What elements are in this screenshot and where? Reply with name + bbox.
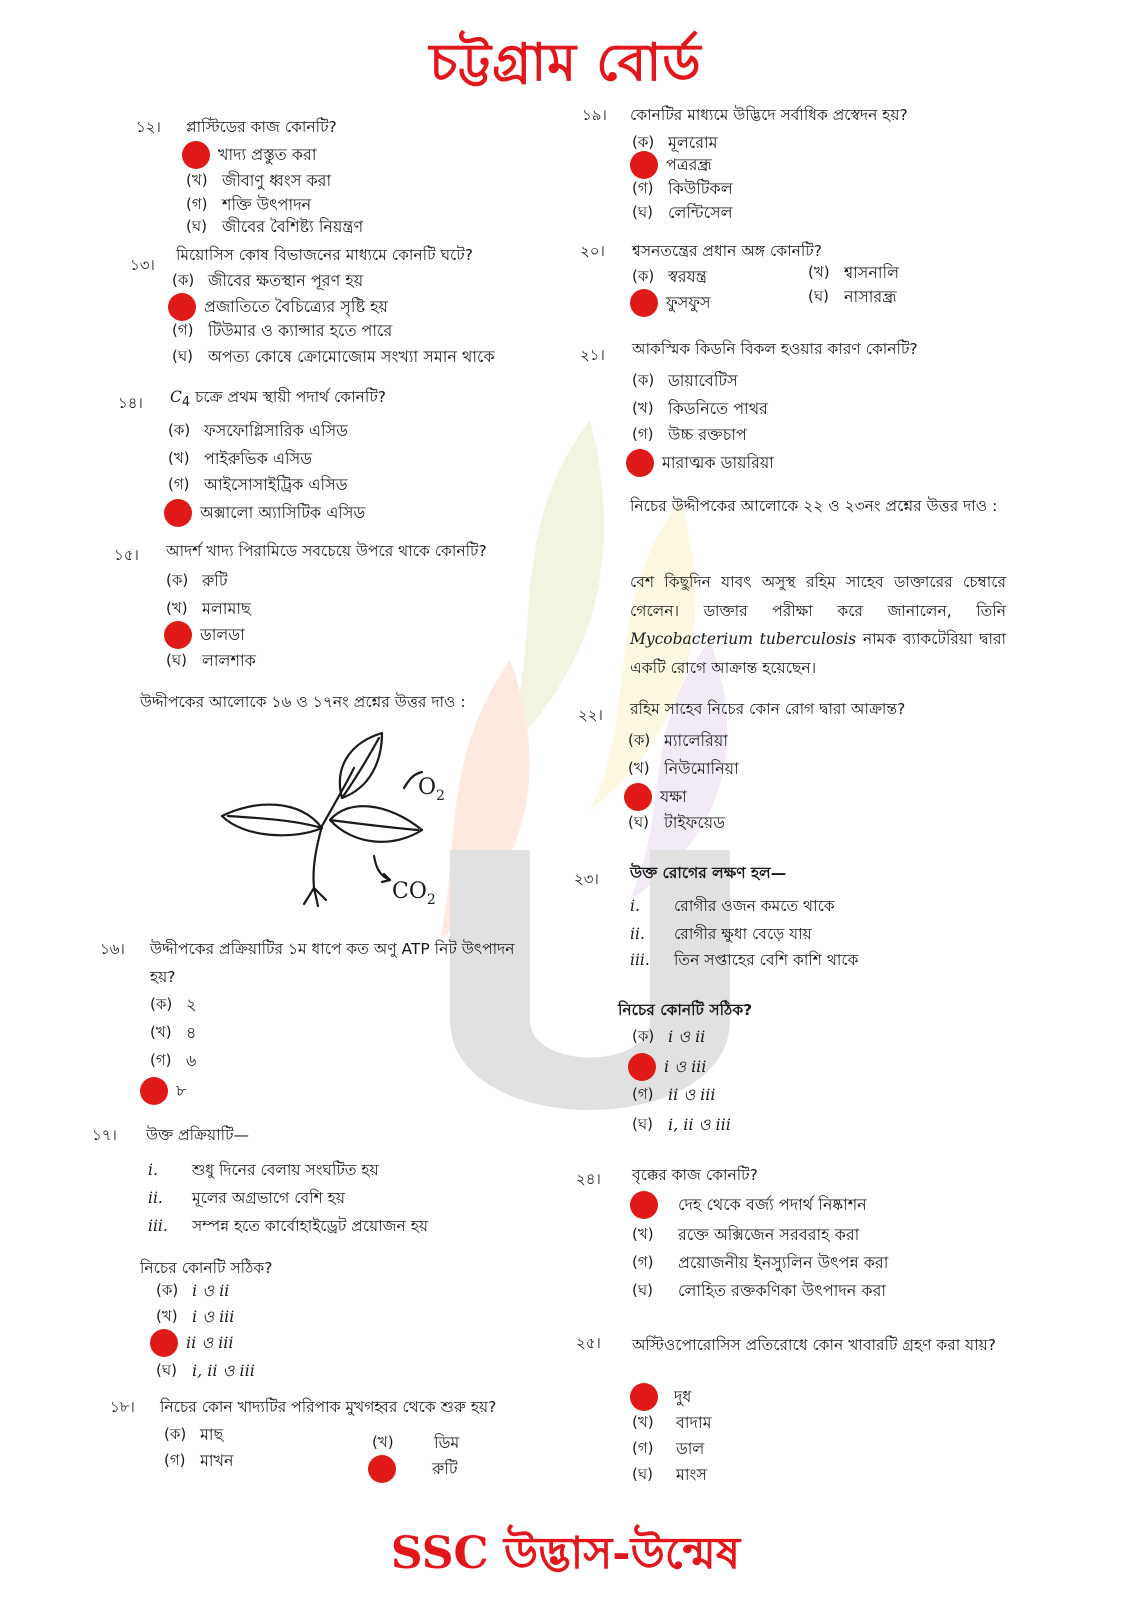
question-text: বৃক্কের কাজ কোনটি? (632, 1166, 758, 1184)
option-q15-c[interactable]: ডালডা (166, 622, 245, 648)
option-q14-c[interactable]: (গ) আইসোসাইট্রিক এসিড (168, 474, 348, 494)
which-correct-label: নিচের কোনটি সঠিক? (618, 1001, 753, 1019)
question-number: ১৬। (100, 940, 125, 958)
statement-q23-3: iii. তিন সপ্তাহের বেশি কাশি থাকে (630, 951, 859, 969)
question-24 (576, 1168, 1016, 1188)
answer-marker (624, 783, 652, 811)
answer-marker (368, 1455, 396, 1483)
answer-marker (164, 621, 192, 649)
footer-brand-title: SSC উদ্ভাস-উন্মেষ (390, 1528, 741, 1579)
answer-marker (630, 151, 658, 179)
question-text: উক্ত রোগের লক্ষণ হল— (630, 864, 787, 882)
option-q17-b[interactable]: (খ) i ও iii (156, 1306, 235, 1326)
option-q18-b[interactable]: (খ) ডিম (372, 1432, 460, 1452)
question-text: আদর্শ খাদ্য পিরামিডে সবচেয়ে উপরে থাকে কোনটি? (166, 542, 487, 560)
option-q13-c[interactable]: (গ) টিউমার ও ক্যান্সার হতে পারে (172, 320, 393, 340)
option-q20-d[interactable]: (ঘ) নাসারন্ধ্র (808, 286, 897, 306)
stimulus-instruction: উদ্দীপকের আলোকে ১৬ ও ১৭নং প্রশ্নের উত্তর দাও : (140, 693, 466, 711)
answer-marker (630, 1383, 658, 1411)
question-18 (110, 1400, 570, 1420)
option-q18-d[interactable]: রুটি (370, 1456, 458, 1482)
option-q17-c[interactable]: ii ও iii (152, 1330, 234, 1356)
option-q17-d[interactable]: (ঘ) i, ii ও iii (156, 1360, 255, 1380)
option-q17-a[interactable]: (ক) i ও ii (156, 1280, 230, 1300)
option-q22-c[interactable]: যক্ষা (626, 784, 687, 810)
question-text: কোনটির মাধ্যমে উদ্ভিদে সর্বাধিক প্রস্বেদন হয়? (630, 106, 908, 124)
question-text: মিয়োসিস কোষ বিভাজনের মাধ্যমে কোনটি ঘটে? (176, 246, 473, 264)
which-correct-label: নিচের কোনটি সঠিক? (140, 1259, 273, 1277)
question-19 (582, 108, 1022, 128)
option-q14-d[interactable]: অক্সালো অ্যাসিটিক এসিড (166, 500, 365, 526)
question-number: ১৯। (582, 106, 607, 124)
answer-marker (164, 499, 192, 527)
question-number: ২৫। (576, 1334, 601, 1352)
question-text: রহিম সাহেব নিচের কোন রোগ দ্বারা আক্রান্ত? (630, 700, 906, 718)
option-q12-a[interactable]: খাদ্য প্রস্তুত করা (184, 142, 316, 168)
question-text: উক্ত প্রক্রিয়াটি— (146, 1126, 250, 1144)
option-q13-d[interactable]: (ঘ) অপত্য কোষে ক্রোমোজোম সংখ্যা সমান থাকে (172, 346, 495, 366)
option-q23-a[interactable]: (ক) i ও ii (632, 1026, 706, 1046)
statement-q17-1: i. শুধু দিনের বেলায় সংঘটিত হয় (148, 1161, 379, 1179)
question-number: ২২। (578, 706, 603, 724)
statement-q23-1: i. রোগীর ওজন কমতে থাকে (630, 897, 835, 915)
question-text: প্লাস্টিডের কাজ কোনটি? (186, 118, 337, 136)
option-q12-c[interactable]: (গ) শক্তি উৎপাদন (186, 194, 312, 214)
statement-q17-2: ii. মূলের অগ্রভাগে বেশি হয় (148, 1189, 345, 1207)
question-17 (92, 1128, 512, 1148)
option-q25-c[interactable]: (গ) ডাল (632, 1438, 705, 1458)
option-q16-a[interactable]: (ক) ২ (150, 994, 197, 1014)
plant-diagram (214, 728, 464, 918)
answer-marker (630, 1191, 658, 1219)
answer-marker (150, 1329, 178, 1357)
question-number: ১৫। (114, 546, 139, 564)
option-q25-a[interactable]: দুধ (632, 1384, 691, 1410)
option-q24-a[interactable]: দেহ থেকে বর্জ্য পদার্থ নিষ্কাশন (632, 1192, 867, 1218)
answer-marker (168, 293, 196, 321)
question-number: ১২। (136, 118, 161, 136)
question-text: নিচের কোন খাদ্যটির পরিপাক মুখগহ্বর থেকে শুরু হয়? (160, 1398, 497, 1416)
option-q25-d[interactable]: (ঘ) মাংস (632, 1464, 707, 1484)
option-q25-b[interactable]: (খ) বাদাম (632, 1412, 712, 1432)
option-q18-c[interactable]: (গ) মাখন (164, 1450, 234, 1470)
question-number: ২৩। (574, 870, 599, 888)
option-q23-d[interactable]: (ঘ) i, ii ও iii (632, 1114, 731, 1134)
question-text: শ্বসনতন্ত্রের প্রধান অঙ্গ কোনটি? (632, 242, 822, 260)
question-text: $C_4$ চক্রে প্রথম স্থায়ী পদার্থ কোনটি? (170, 388, 387, 411)
question-number: ১৩। (130, 256, 155, 274)
option-q16-b[interactable]: (খ) ৪ (150, 1022, 197, 1042)
option-q20-b[interactable]: (খ) শ্বাসনালি (808, 262, 900, 282)
option-q12-d[interactable]: (ঘ) জীবের বৈশিষ্ট্য নিয়ন্ত্রণ (186, 216, 364, 236)
option-q21-d[interactable]: মারাত্মক ডায়রিয়া (628, 450, 774, 476)
option-q19-c[interactable]: (গ) কিউটিকল (632, 178, 733, 198)
question-23 (574, 866, 1014, 886)
question-13 (130, 246, 560, 274)
option-q21-b[interactable]: (খ) কিডনিতে পাথর (632, 398, 768, 418)
option-q24-d[interactable]: (ঘ) লোহিত রক্তকণিকা উৎপাদন করা (632, 1280, 887, 1300)
question-14 (118, 390, 558, 412)
answer-marker (182, 141, 210, 169)
option-q23-c[interactable]: (গ) ii ও iii (632, 1084, 716, 1104)
statement-q23-2: ii. রোগীর ক্ষুধা বেড়ে যায় (630, 925, 812, 943)
option-q15-b[interactable]: (খ) মলামাছ (166, 598, 251, 618)
option-q16-d[interactable]: ৮ (142, 1078, 186, 1104)
option-q24-c[interactable]: (গ) প্রয়োজনীয় ইনস্যুলিন উৎপন্ন করা (632, 1252, 889, 1272)
question-20 (580, 244, 1020, 264)
answer-marker (630, 289, 658, 317)
question-text: আকস্মিক কিডনি বিকল হওয়ার কারণ কোনটি? (632, 340, 918, 358)
option-q19-b[interactable]: পত্ররন্ধ্র (632, 152, 712, 178)
option-q12-b[interactable]: (খ) জীবাণু ধ্বংস করা (186, 170, 332, 190)
question-text: উদ্দীপকের প্রক্রিয়াটির ১ম ধাপে কত অণু ATP নিট উৎপাদন হয়? (150, 940, 515, 986)
answer-marker (626, 449, 654, 477)
option-q13-a[interactable]: (ক) জীবের ক্ষতস্থান পূরণ হয় (172, 270, 364, 290)
option-q13-b[interactable]: প্রজাতিতে বৈচিত্র্যের সৃষ্টি হয় (170, 294, 388, 320)
stimulus-passage: বেশ কিছুদিন যাবৎ অসুস্থ রহিম সাহেব ডাক্তারের চেম্বারে গেলেন। ডাক্তার পরীক্ষা করে জানালেন, তিনি Mycobacterium tuberculosis নামক ব্যাকটেরিয়া দ্বারা একটি রোগে আক্রান্ত হয়েছেন। (630, 573, 1006, 678)
question-21 (580, 342, 1020, 362)
option-q14-b[interactable]: (খ) পাইরুভিক এসিড (168, 448, 312, 468)
option-q23-b[interactable]: i ও iii (630, 1054, 706, 1080)
question-number: ১৪। (118, 394, 143, 412)
question-number: ২৪। (576, 1170, 601, 1188)
co2-label: $CO_2$ (392, 879, 436, 908)
option-q21-a[interactable]: (ক) ডায়াবেটিস (632, 370, 738, 390)
option-q19-d[interactable]: (ঘ) লেন্টিসেল (632, 202, 733, 222)
option-q16-c[interactable]: (গ) ৬ (150, 1050, 197, 1070)
board-title: চট্টগ্রাম বোর্ড (429, 33, 702, 93)
option-q22-d[interactable]: (ঘ) টাইফয়েড (628, 812, 726, 832)
question-number: ২১। (580, 346, 605, 364)
option-q15-d[interactable]: (ঘ) লালশাক (166, 650, 256, 670)
option-q20-a[interactable]: (ক) স্বরযন্ত্র (632, 266, 707, 286)
answer-marker (140, 1077, 168, 1105)
question-number: ২০। (580, 242, 605, 260)
option-q21-c[interactable]: (গ) উচ্চ রক্তচাপ (632, 424, 747, 444)
question-number: ১৭। (92, 1126, 117, 1144)
question-16 (100, 936, 540, 986)
option-q22-a[interactable]: (ক) ম্যালেরিয়া (628, 730, 728, 750)
statement-q17-3: iii. সম্পন্ন হতে কার্বোহাইড্রেট প্রয়োজন হয় (148, 1217, 429, 1235)
question-text: অস্টিওপোরোসিস প্রতিরোধে কোন খাবারটি গ্রহণ করা যায়? (632, 1336, 996, 1354)
option-q22-b[interactable]: (খ) নিউমোনিয়া (628, 758, 739, 778)
question-number: ১৮। (110, 1398, 135, 1416)
answer-marker (628, 1053, 656, 1081)
option-q20-c[interactable]: ফুসফুস (632, 290, 711, 316)
option-q15-a[interactable]: (ক) রুটি (166, 570, 228, 590)
question-15 (114, 544, 554, 564)
option-q19-a[interactable]: (ক) মূলরোম (632, 132, 718, 152)
stimulus-instruction: নিচের উদ্দীপকের আলোকে ২২ ও ২৩নং প্রশ্নের উত্তর দাও : (630, 497, 998, 515)
question-22 (578, 702, 1018, 722)
question-25 (576, 1332, 1026, 1382)
option-q18-a[interactable]: (ক) মাছ (164, 1424, 224, 1444)
option-q24-b[interactable]: (খ) রক্তে অক্সিজেন সরবরাহ করা (632, 1224, 860, 1244)
o2-label: $O_2$ (418, 775, 445, 804)
option-q14-a[interactable]: (ক) ফসফোগ্লিসারিক এসিড (168, 420, 348, 440)
